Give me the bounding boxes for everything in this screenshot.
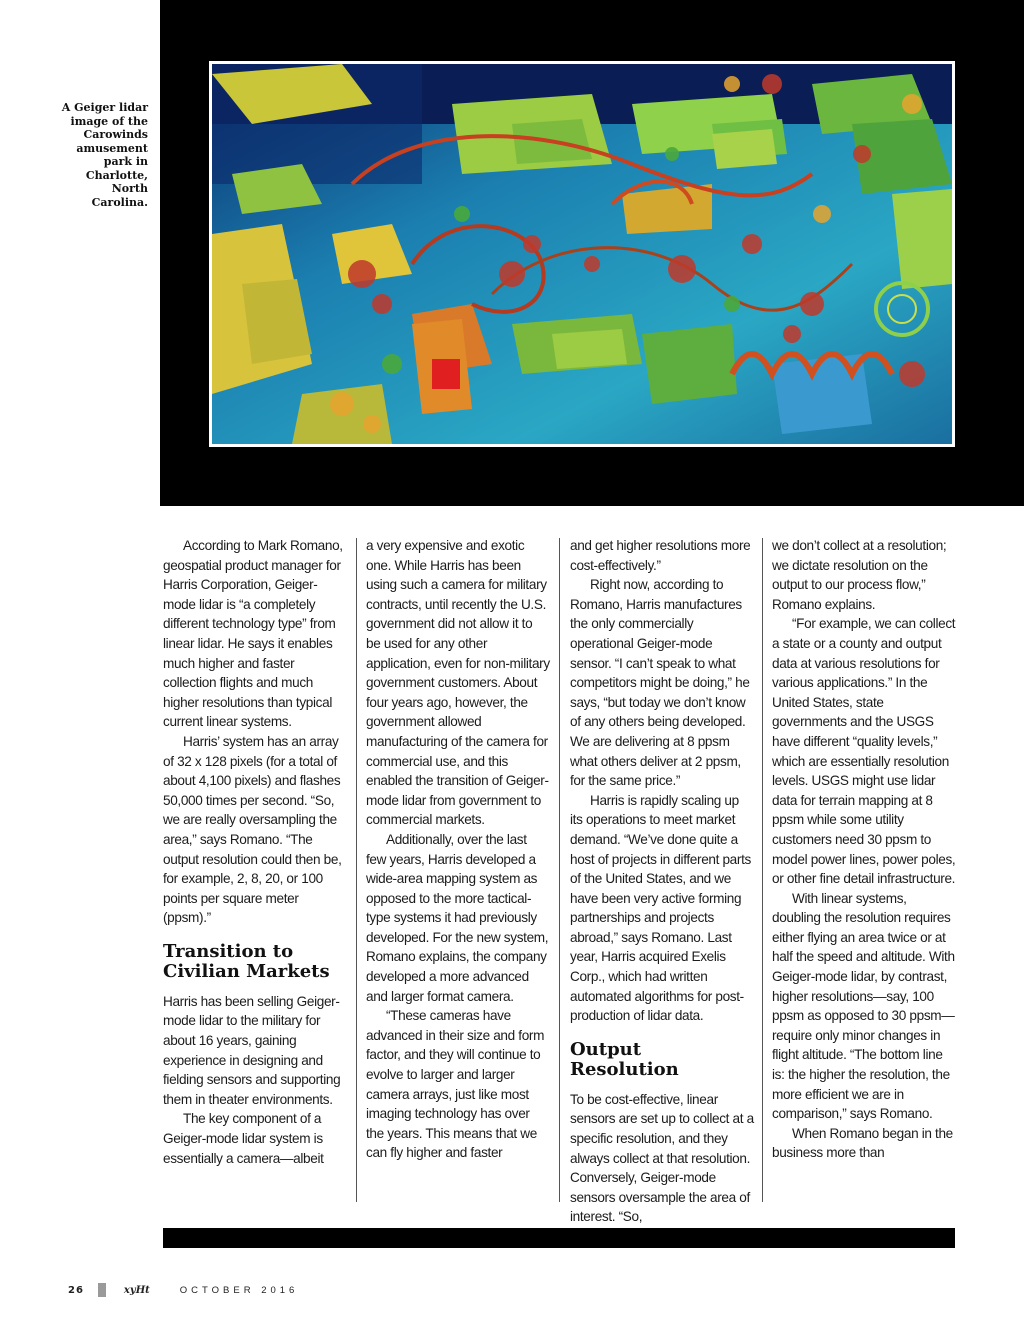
body-paragraph: Harris’ system has an array of 32 x 128 pixels (for a total of about 4,100 pixels) and flashes 50,000 times per second. “So, we are really oversampling the area,” says Romano. “The output resolution could then be, for example, 2, 8, 20, or 100 points per square meter (ppsm).”: [163, 733, 342, 926]
body-paragraph: Right now, according to Romano, Harris manufactures the only commercially operational Geiger-mode sensor. “I can’t speak to what competitors might be doing,” he says, “but today we don’t know of any others being developed. We are delivering at 8 ppsm what others deliver at 2 ppsm, for the same price.”: [570, 577, 750, 789]
body-paragraph: When Romano began in the business more than: [772, 1125, 953, 1161]
column-rule: [559, 538, 560, 1202]
body-paragraph: Harris is rapidly scaling up its operations to meet market demand. “We’ve done quite a host of projects in different parts of the United States, and we have been very active forming partnerships and projects abroad,” says Romano. Last year, Harris acquired Exelis Corp., which had written automated algorithms for post-production of lidar data.: [570, 792, 751, 1024]
body-paragraph: The key component of a Geiger-mode lidar system is essentially a camera—albeit: [163, 1111, 324, 1166]
page-footer: [68, 1282, 298, 1298]
section-heading: Transition to Civilian Markets: [163, 940, 330, 982]
text-column-1: [163, 536, 347, 1168]
issue-date: OCTOBER 2016: [179, 1284, 299, 1296]
bottom-black-bar: [163, 1228, 955, 1248]
body-paragraph: and get higher resolutions more cost-effectively.”: [570, 538, 751, 573]
body-paragraph: With linear systems, doubling the resolution requires either flying an area twice or at half the speed and altitude. With Geiger-mode lidar, by contrast, higher resolutions—say, 100 ppsm as opposed to 30 ppsm—require only minor changes in flight altitude. “The bottom line is: the higher the resolution, the more efficient we are in comparison,” says Romano.: [772, 890, 955, 1122]
body-paragraph: “These cameras have advanced in their size and form factor, and they will continue to evolve to larger and larger camera arrays, just like most imaging technology has over the years. This means that we can fly higher and faster: [366, 1008, 545, 1161]
column-rule: [762, 538, 763, 1202]
body-paragraph: a very expensive and exotic one. While Harris has been using such a camera for military contracts, until recently the U.S. government did not allow it to be used for any other application, even for non-military government customers. About four years ago, however, the government allowed manufacturing of the camera for commercial use, and this enabled the transition of Geiger-mode lidar from government to commercial markets.: [366, 538, 550, 828]
lidar-point-cloud-illustration: [212, 64, 952, 444]
body-paragraph: we don’t collect at a resolution; we dictate resolution on the output to our process flow,” Romano explains.: [772, 538, 947, 612]
page-number: 26: [68, 1284, 84, 1296]
footer-divider-block: [98, 1283, 106, 1297]
lidar-image: [209, 61, 955, 447]
text-column-3: [570, 536, 754, 1227]
text-column-2: [366, 536, 550, 1163]
figure-caption: A Geiger lidar image of the Carowinds amusement park in Charlotte, North Carolina.: [61, 101, 148, 209]
text-column-4: [772, 536, 956, 1163]
body-paragraph: According to Mark Romano, geospatial product manager for Harris Corporation, Geiger-mode lidar is “a completely different technology type” from linear lidar. He says it enables much higher and faster collection flights and much higher resolutions than typical current linear systems.: [163, 538, 343, 730]
column-rule: [356, 538, 357, 1202]
body-paragraph: Additionally, over the last few years, Harris developed a wide-area mapping system as opposed to the more tactical-type systems it had previously developed. For the new system, Romano explains, the company developed a more advanced and larger format camera.: [366, 831, 549, 1004]
body-paragraph: To be cost-effective, linear sensors are set up to collect at a specific resolution, and they always collect at that resolution. Conversely, Geiger-mode sensors oversample the area of interest. “So,: [570, 1091, 754, 1225]
body-paragraph: Harris has been selling Geiger-mode lidar to the military for about 16 years, gaining experience in designing and fielding sensors and supporting them in theater environments.: [163, 993, 341, 1107]
section-heading: Output Resolution: [570, 1038, 679, 1080]
body-paragraph: “For example, we can collect a state or a county and output data at various resolutions for various applications.” In the United States, state governments and the USGS have different “quality levels,” which are essentially resolution levels. USGS might use lidar data for terrain mapping at 8 ppsm while some utility customers need 30 ppsm to model power lines, power poles, or other fine detail infrastructure.: [772, 616, 956, 887]
magazine-name: xyHt: [123, 1284, 150, 1296]
